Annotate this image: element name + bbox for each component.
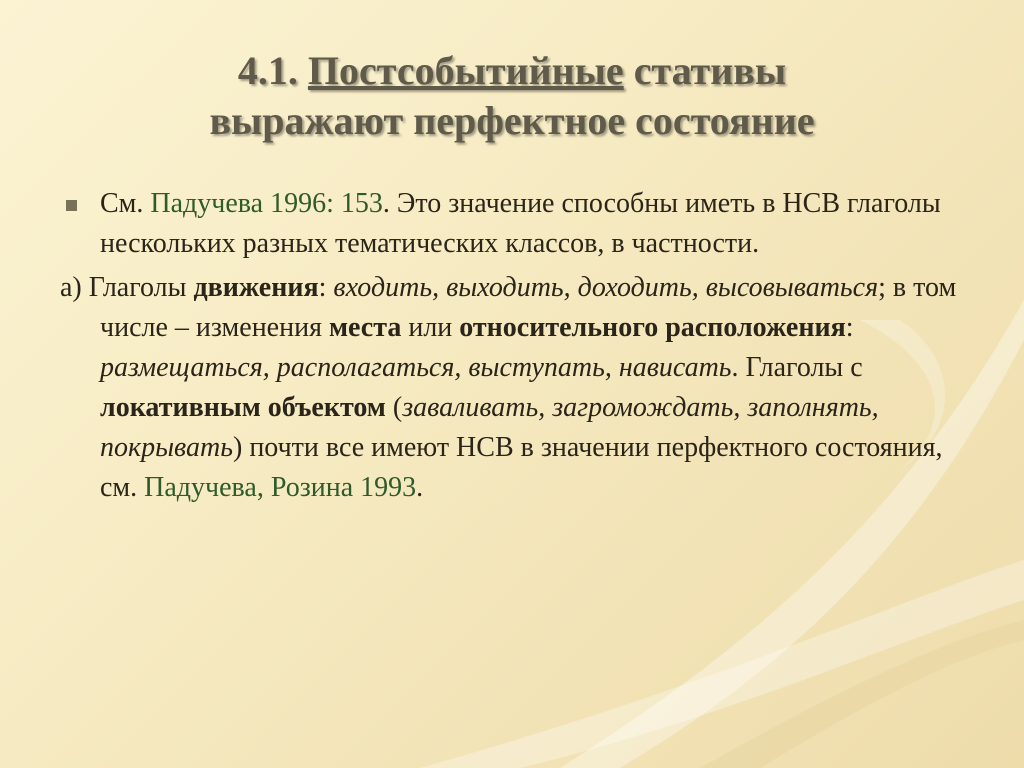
para-a-paren-open: ( [392, 392, 403, 423]
title-line2: выражают перфектное состояние [209, 98, 815, 143]
bullet1-prefix: См. [100, 188, 144, 219]
para-a-colon1: : [318, 272, 327, 303]
para-a-italic-verbs1: входить, выходить, доходить, высовываться [333, 272, 879, 303]
bullet1-reference: Падучева 1996: 153 [150, 188, 383, 219]
para-a-reference: Падучева, Розина 1993 [144, 472, 417, 503]
bullet-item [60, 184, 980, 264]
para-a-text2: или [408, 312, 453, 343]
para-a-lead: а) Глаголы [60, 272, 187, 303]
bullet1-text: . Это значение способны иметь в НСВ глаголы нескольких разных тематических классов, в частности. [100, 188, 941, 259]
para-a-italic-verbs2: размещаться, располагаться, выступать, нависать [100, 352, 732, 383]
para-a-colon2: : [845, 312, 854, 343]
para-a-bold-place: места [328, 312, 402, 343]
para-a-bold-locative-object: локативным объектом [100, 392, 386, 423]
slide-title [40, 46, 984, 146]
para-a-text3: . Глаголы с [731, 352, 863, 383]
title-rest-line1: стативы [633, 48, 787, 93]
para-a-bold-relative-position: относительного расположения [459, 312, 846, 343]
para-a-end: . [416, 472, 424, 503]
title-underlined-word: Постсобытийные [307, 48, 624, 93]
para-a-text4: ) почти все имеют НСВ в значении перфектного состояния, см. [100, 432, 943, 503]
square-bullet-icon [66, 200, 77, 211]
para-a-bold-movement: движения [193, 272, 319, 303]
title-number: 4.1. [237, 48, 298, 93]
slide-content [60, 184, 980, 508]
para-a-italic-verbs3: заваливать, загромождать, заполнять, покрывать [100, 392, 879, 463]
para-a-text1: ; в том числе – изменения [100, 272, 957, 343]
paragraph-a [60, 268, 980, 508]
